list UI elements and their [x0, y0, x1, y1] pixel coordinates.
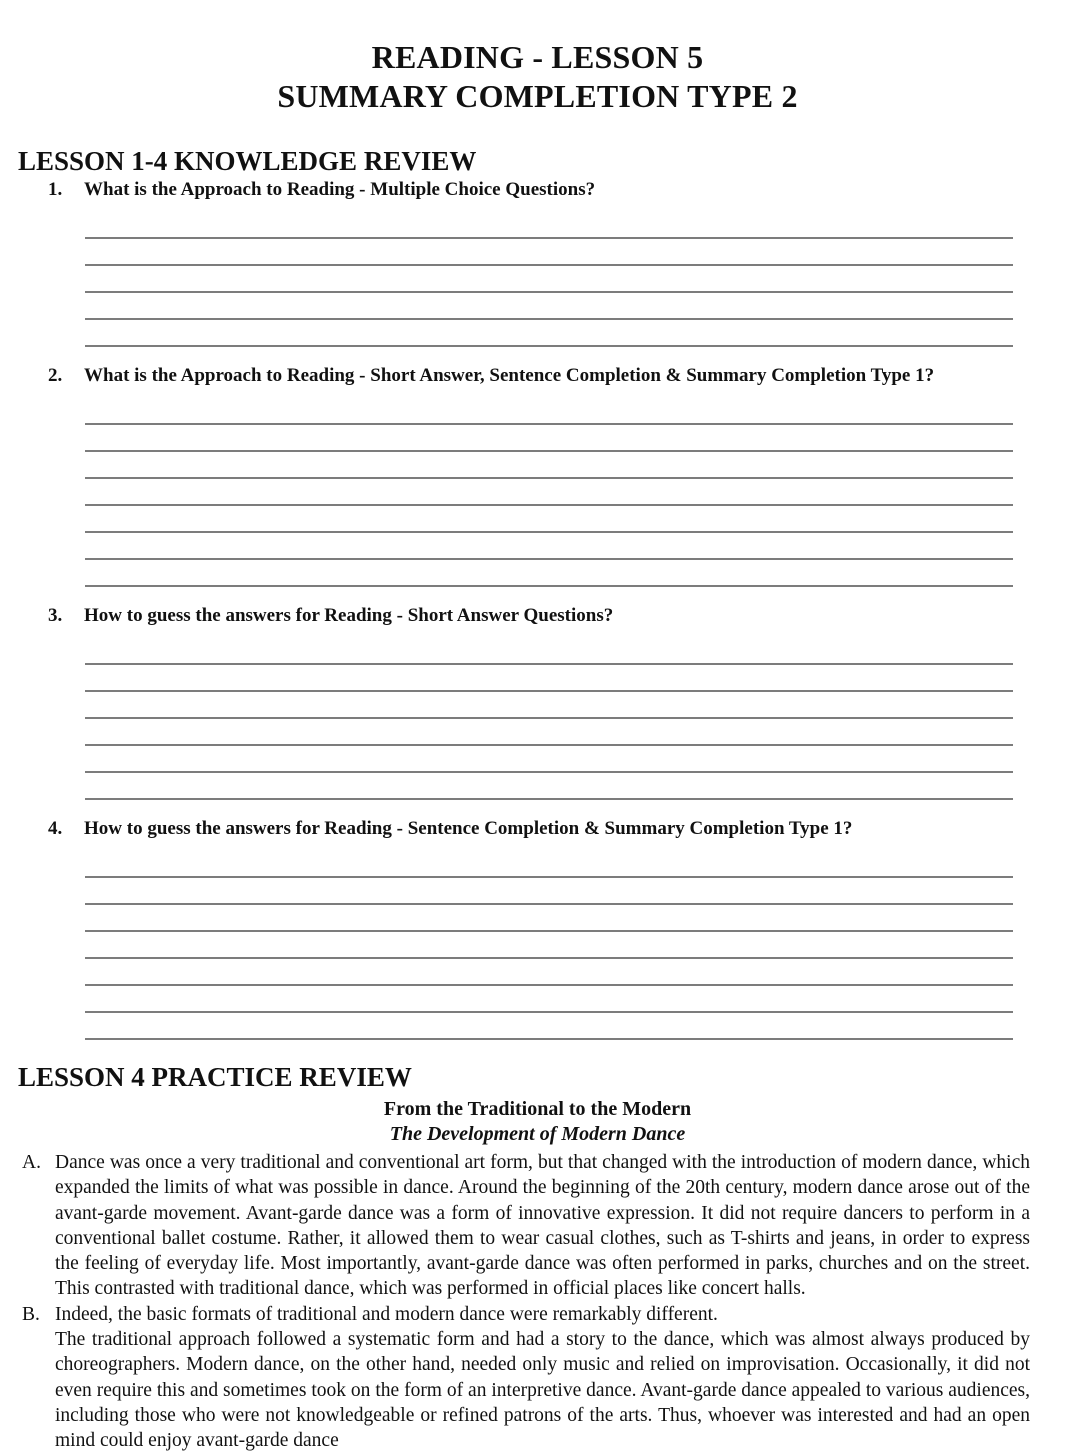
passage-paragraph-list [0, 1147, 1075, 1454]
answer-lines[interactable] [84, 842, 1025, 1040]
passage-subtitle: The Development of Modern Dance [389, 1123, 686, 1145]
question-item [0, 177, 1075, 347]
question-number: 3. [48, 605, 63, 626]
answer-line[interactable] [85, 851, 1013, 878]
answer-line[interactable] [85, 479, 1013, 506]
paragraph-body [55, 1302, 1030, 1454]
passage-title: From the Traditional to the Modern [383, 1098, 692, 1120]
passage-paragraph [0, 1302, 1030, 1454]
question-text: What is the Approach to Reading - Short Answer, Sentence Completion & Summary Completion Type 1? [84, 365, 935, 386]
question-spacer [0, 587, 1075, 603]
paragraph-label: B. [22, 1303, 40, 1325]
answer-lines[interactable] [84, 389, 1025, 587]
answer-line[interactable] [85, 533, 1013, 560]
answer-line[interactable] [85, 266, 1013, 293]
question-number: 2. [48, 365, 63, 386]
answer-line[interactable] [85, 1013, 1013, 1040]
question-item [0, 816, 1075, 1040]
answer-line[interactable] [85, 212, 1013, 239]
question-spacer [0, 347, 1075, 363]
answer-lines[interactable] [84, 629, 1025, 800]
answer-line[interactable] [85, 320, 1013, 347]
answer-line[interactable] [85, 239, 1013, 266]
answer-line[interactable] [85, 560, 1013, 587]
paragraph-body: Dance was once a very traditional and conventional art form, but that changed with the introduction of modern dance, which expanded the limits of what was possible in dance. Around the beginning of the 20th century, modern dance arose out of the avant-garde movement. Avant-garde dance was a form of innovative expression. It did not require dancers to perform in a conventional ballet costume. Rather, it allowed them to wear casual clothes, such as T-shirts and jeans, in order to express the feeling of everyday life. Most importantly, avant-garde dance was often performed in parks, churches and on the street. This contrasted with traditional dance, which was performed in official places like concert halls. [55, 1152, 1030, 1300]
knowledge-review-question-list [0, 177, 1075, 1040]
answer-line[interactable] [85, 506, 1013, 533]
paragraph-body-first-sentence: Indeed, the basic formats of traditional and modern dance were remarkably different. [55, 1303, 718, 1325]
answer-line[interactable] [85, 932, 1013, 959]
section-heading-knowledge-review: LESSON 1-4 KNOWLEDGE REVIEW [18, 146, 477, 176]
question-text: What is the Approach to Reading - Multiple Choice Questions? [84, 179, 596, 200]
answer-line[interactable] [85, 719, 1013, 746]
section-heading-practice-review: LESSON 4 PRACTICE REVIEW [18, 1062, 412, 1092]
question-text: How to guess the answers for Reading - Sentence Completion & Summary Completion Type 1? [84, 818, 853, 839]
answer-line[interactable] [85, 692, 1013, 719]
question-number: 4. [48, 818, 63, 839]
answer-lines[interactable] [84, 203, 1025, 347]
paragraph-label: A. [22, 1152, 41, 1173]
paragraph-body-rest: The traditional approach followed a systematic form and had a story to the dance, which was almost always produced by choreographers. Modern dance, on the other hand, needed only music and relied on improvisation. Occasionally, it did not even require this and sometimes took on the form of an interpretive dance. Avant-garde dance appealed to various audiences, including those who were not knowledgeable or refined patrons of the arts. Thus, whoever was interested and had an open mind could enjoy avant-garde dance [55, 1329, 1030, 1452]
answer-line[interactable] [85, 959, 1013, 986]
answer-line[interactable] [85, 773, 1013, 800]
question-item [0, 603, 1075, 800]
title-line-1: READING - LESSON 5 [371, 39, 704, 75]
question-item [0, 363, 1075, 587]
answer-line[interactable] [85, 293, 1013, 320]
answer-line[interactable] [85, 905, 1013, 932]
answer-line[interactable] [85, 746, 1013, 773]
answer-line[interactable] [85, 425, 1013, 452]
page-title [0, 0, 1075, 116]
answer-line[interactable] [85, 878, 1013, 905]
passage-paragraph [0, 1150, 1030, 1302]
question-spacer [0, 800, 1075, 816]
answer-line[interactable] [85, 452, 1013, 479]
title-line-2: SUMMARY COMPLETION TYPE 2 [277, 78, 798, 114]
question-text: How to guess the answers for Reading - Short Answer Questions? [84, 605, 614, 626]
answer-line[interactable] [85, 986, 1013, 1013]
question-number: 1. [48, 179, 63, 200]
answer-line[interactable] [85, 398, 1013, 425]
answer-line[interactable] [85, 638, 1013, 665]
answer-line[interactable] [85, 665, 1013, 692]
